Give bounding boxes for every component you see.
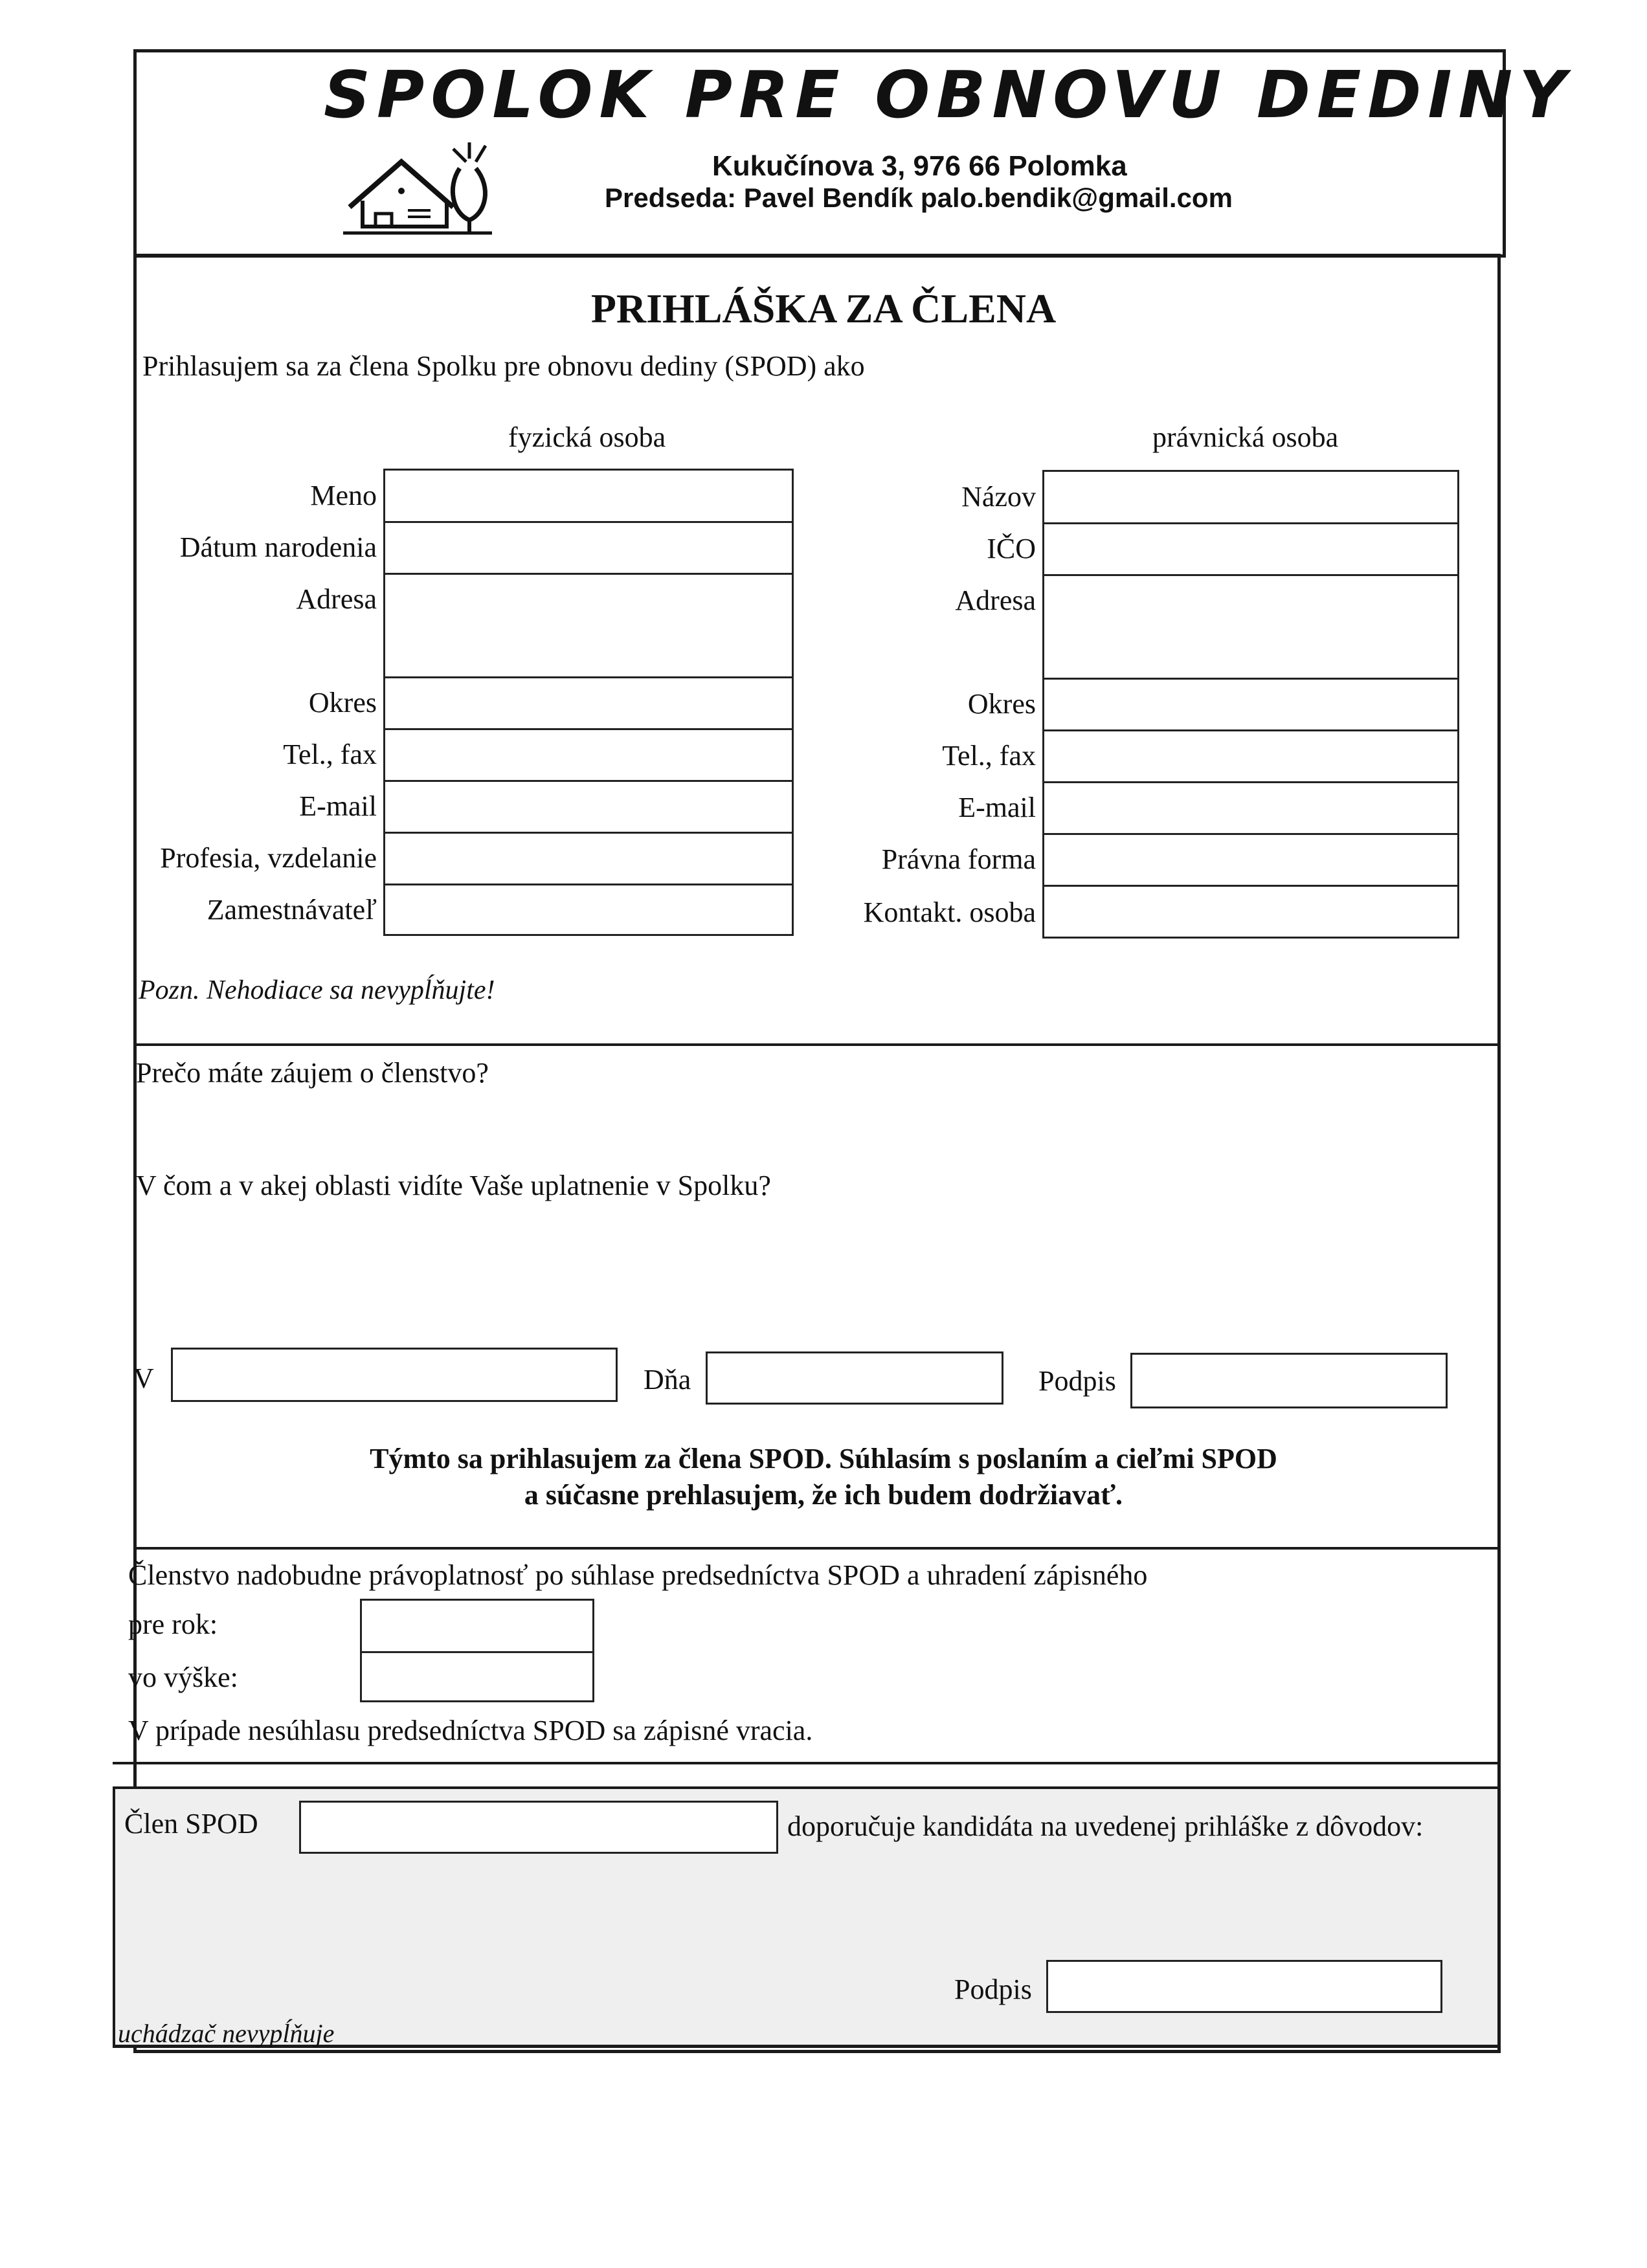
label-datum-narodenia: Dátum narodenia	[179, 531, 377, 563]
declaration-line-1: Týmto sa prihlasujem za člena SPOD. Súhlasím s poslaním a cieľmi SPOD	[370, 1443, 1277, 1474]
membership-text: Členstvo nadobudne právoplatnosť po súhlase predsedníctva SPOD a uhradení zápisného	[128, 1559, 1148, 1591]
profesia-input[interactable]	[385, 832, 792, 885]
signature-input[interactable]	[1130, 1353, 1448, 1408]
adresa-legal-input[interactable]	[1044, 574, 1457, 680]
declaration-line-2: a súčasne prehlasujem, že ich budem dodržiavať.	[524, 1479, 1123, 1511]
label-adresa-legal: Adresa	[955, 584, 1036, 616]
legal-person-heading: právnická osoba	[1152, 421, 1339, 453]
label-adresa: Adresa	[296, 583, 377, 615]
legal-person-fields	[1042, 470, 1459, 939]
label-pravna-forma: Právna forma	[881, 843, 1036, 875]
recommendation-signature-label: Podpis	[954, 1973, 1032, 2005]
recommendation-text: doporučuje kandidáta na uvedenej prihláške z dôvodov:	[787, 1810, 1424, 1842]
org-name: SPOLOK PRE OBNOVU DEDINY	[324, 57, 1573, 133]
divider-membership	[133, 1547, 1501, 1550]
question-contribution: V čom a v akej oblasti vidíte Vaše uplatnenie v Spolku?	[136, 1170, 771, 1201]
label-email: E-mail	[299, 790, 377, 822]
signature-label: Podpis	[1038, 1365, 1116, 1397]
nazov-input[interactable]	[1044, 472, 1457, 522]
physical-person-fields	[383, 469, 794, 936]
place-input[interactable]	[171, 1348, 618, 1402]
fee-fields	[360, 1599, 594, 1702]
label-email-legal: E-mail	[958, 792, 1036, 823]
okres-legal-input[interactable]	[1044, 678, 1457, 731]
refund-text: V prípade nesúhlasu predsedníctva SPOD sa zápisné vracia.	[128, 1715, 813, 1746]
okres-input[interactable]	[385, 676, 792, 730]
form-title: PRIHLÁŠKA ZA ČLENA	[590, 285, 1057, 331]
adresa-input[interactable]	[385, 573, 792, 678]
email-legal-input[interactable]	[1044, 781, 1457, 835]
physical-person-heading: fyzická osoba	[508, 421, 666, 453]
year-input[interactable]	[362, 1601, 592, 1651]
divider-recommendation	[113, 1762, 1501, 1764]
email-input[interactable]	[385, 780, 792, 834]
date-input[interactable]	[706, 1351, 1003, 1405]
label-meno: Meno	[310, 480, 377, 511]
label-nazov: Názov	[961, 481, 1036, 513]
ico-input[interactable]	[1044, 522, 1457, 576]
member-label: Člen SPOD	[124, 1808, 258, 1840]
pravna-forma-input[interactable]	[1044, 833, 1457, 887]
label-tel-fax-legal: Tel., fax	[942, 740, 1036, 772]
question-interest: Prečo máte záujem o členstvo?	[136, 1057, 489, 1089]
label-profesia: Profesia, vzdelanie	[160, 842, 377, 874]
amount-input[interactable]	[362, 1651, 592, 1702]
org-chairman: Predseda: Pavel Bendík palo.bendik@gmail.com	[605, 183, 1233, 213]
house-logo-icon	[337, 129, 505, 239]
label-okres: Okres	[308, 687, 377, 718]
label-ico: IČO	[987, 533, 1036, 564]
meno-input[interactable]	[385, 471, 792, 521]
label-zamestnavatel: Zamestnávateľ	[207, 894, 377, 926]
fill-note: Pozn. Nehodiace sa nevypĺňujte!	[139, 975, 495, 1005]
member-input[interactable]	[299, 1801, 778, 1854]
date-label: Dňa	[644, 1364, 691, 1395]
label-kontakt-osoba: Kontakt. osoba	[863, 896, 1036, 928]
form-intro: Prihlasujem sa za člena Spolku pre obnovu dediny (SPOD) ako	[142, 350, 865, 382]
applicant-note: uchádzač nevypĺňuje	[118, 2019, 335, 2048]
label-tel-fax: Tel., fax	[283, 739, 377, 770]
divider-questions	[133, 1043, 1501, 1046]
amount-label: vo výške:	[128, 1662, 238, 1693]
datum-narodenia-input[interactable]	[385, 521, 792, 575]
tel-fax-input[interactable]	[385, 728, 792, 782]
label-okres-legal: Okres	[967, 688, 1036, 720]
place-label: V	[133, 1362, 154, 1394]
zamestnavatel-input[interactable]	[385, 884, 792, 936]
kontakt-osoba-input[interactable]	[1044, 885, 1457, 939]
year-label: pre rok:	[128, 1608, 218, 1640]
tel-fax-legal-input[interactable]	[1044, 729, 1457, 783]
org-address: Kukučínova 3, 976 66 Polomka	[712, 150, 1127, 182]
recommendation-signature-input[interactable]	[1046, 1960, 1442, 2013]
